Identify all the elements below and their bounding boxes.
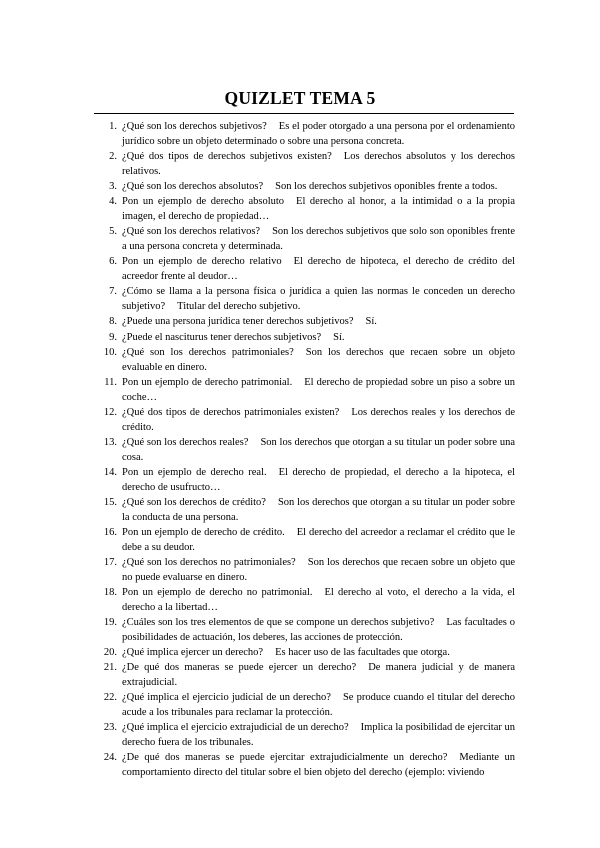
list-item (95, 255, 515, 284)
item-number: 16. (103, 526, 117, 538)
list-item (95, 466, 515, 495)
answer-text: Sí. (365, 316, 377, 328)
answer-text: El derecho del acreedor a reclamar el crédito que le debe a su deudor. (122, 526, 515, 553)
question-text: ¿Qué son los derechos patrimoniales? (122, 347, 294, 359)
list-item (95, 616, 515, 645)
item-number: 23. (103, 722, 117, 734)
answer-text: El derecho de propiedad sobre un piso a sobre un coche… (122, 377, 515, 403)
list-item (95, 376, 515, 405)
item-number: 15. (103, 497, 117, 508)
question-text: ¿Qué dos tipos de derechos subjetivos existen? (122, 150, 332, 162)
list-item (95, 195, 515, 224)
item-number: 14. (103, 467, 117, 479)
question-text: Pon un ejemplo de derecho de crédito. (122, 526, 285, 538)
question-text: ¿Qué son los derechos subjetivos? (122, 121, 267, 132)
answer-text: Los derechos absolutos y los derechos relativos. (122, 150, 515, 177)
list-item (95, 150, 515, 179)
answer-text: El derecho al honor, a la intimidad o a la propia imagen, el derecho de propiedad… (122, 196, 515, 222)
answer-text: Los derechos reales y los derechos de crédito. (122, 407, 515, 433)
answer-text: El derecho de hipoteca, el derecho de crédito del acreedor frente al deudor… (122, 256, 516, 282)
answer-text: Implica la posibilidad de ejercitar un derecho fuera de los tribunales. (122, 722, 515, 748)
question-text: Pon un ejemplo de derecho patrimonial. (122, 377, 293, 389)
answer-text: Son los derechos que otorgan a su titular un poder sobre la conducta de una persona. (122, 497, 515, 523)
answer-text: Mediante un comportamiento directo del titular sobre el bien objeto del derecho (ejemplo: viviendo (122, 752, 515, 778)
question-text: ¿Qué son los derechos reales? (122, 437, 249, 449)
question-text: ¿Qué son los derechos no patrimoniales? (122, 556, 296, 568)
question-text: ¿Cómo se llama a la persona física o jurídica a quien las normas le conceden un derecho subjetivo? (122, 286, 515, 312)
list-item (95, 285, 515, 314)
answer-text: De manera judicial y de manera extrajudicial. (122, 662, 515, 688)
list-item (95, 751, 515, 780)
item-number: 2. (109, 150, 117, 162)
question-text: ¿Qué son los derechos absolutos? (122, 180, 264, 192)
answer-text: Son los derechos que otorgan a su titular un poder sobre una cosa. (122, 437, 515, 463)
question-text: Pon un ejemplo de derecho relativo (122, 256, 282, 268)
item-number: 5. (109, 226, 117, 238)
answer-text: Titular del derecho subjetivo. (177, 300, 301, 312)
item-number: 6. (109, 256, 117, 268)
item-number: 24. (103, 752, 117, 764)
item-number: 11. (104, 377, 117, 389)
question-text: ¿Qué son los derechos relativos? (122, 226, 261, 238)
question-list (95, 120, 515, 781)
item-number: 21. (103, 662, 117, 674)
list-item (95, 315, 515, 330)
list-item (95, 436, 515, 465)
answer-text: Son los derechos que recaen sobre un objeto que no puede evaluarse en dinero. (122, 556, 516, 583)
question-text: ¿Qué implica el ejercicio extrajudicial de un derecho? (122, 722, 349, 734)
item-number: 18. (103, 586, 117, 598)
item-number: 19. (103, 616, 117, 628)
item-number: 17. (103, 556, 117, 568)
question-text: ¿De qué dos maneras se puede ejercitar extrajudicialmente un derecho? (122, 752, 448, 764)
item-number: 9. (109, 331, 117, 343)
list-item (95, 346, 515, 375)
answer-text: El derecho de propiedad, el derecho a la hipoteca, el derecho de usufructo… (122, 467, 515, 493)
question-text: Pon un ejemplo de derecho absoluto (122, 196, 285, 208)
answer-text: Sí. (333, 331, 345, 343)
list-item (95, 721, 515, 750)
list-item (95, 691, 515, 720)
item-number: 7. (109, 286, 117, 298)
list-item (95, 496, 515, 525)
item-number: 4. (109, 196, 117, 208)
answer-text: Es el poder otorgado a una persona por el ordenamiento jurídico sobre un objeto determinado o sobre una persona concreta. (122, 121, 515, 147)
list-item (95, 331, 515, 346)
question-text: Pon un ejemplo de derecho real. (122, 467, 267, 479)
item-number: 1. (109, 121, 117, 132)
item-number: 12. (103, 407, 117, 419)
item-number: 22. (103, 692, 117, 704)
answer-text: Son los derechos subjetivos que solo son oponibles frente a una persona concreta y determinada. (122, 226, 515, 252)
question-text: ¿Qué son los derechos de crédito? (122, 497, 266, 508)
question-text: ¿De qué dos maneras se puede ejercer un derecho? (122, 662, 357, 674)
answer-text: Es hacer uso de las facultades que otorga. (275, 646, 450, 658)
list-item (95, 646, 515, 661)
question-text: ¿Puede el nasciturus tener derechos subjetivos? (122, 331, 322, 343)
list-item (95, 661, 515, 690)
item-number: 20. (103, 646, 117, 658)
answer-text: Se produce cuando el titular del derecho acude a los tribunales para reclamar la protección. (122, 692, 515, 718)
question-text: ¿Qué implica ejercer un derecho? (122, 646, 264, 658)
page-title: QUIZLET TEMA 5 (224, 88, 376, 108)
title-underline (94, 113, 514, 114)
question-text: ¿Cuáles son los tres elementos de que se compone un derechos subjetivo? (122, 616, 435, 628)
answer-text: Las facultades o posibilidades de actuación, los deberes, las acciones de protección. (122, 616, 515, 643)
answer-text: Son los derechos subjetivos oponibles frente a todos. (275, 180, 498, 192)
answer-text: El derecho al voto, el derecho a la vida, el derecho a la libertad… (122, 586, 515, 613)
item-number: 8. (109, 316, 117, 328)
question-text: Pon un ejemplo de derecho no patrimonial. (122, 586, 313, 598)
list-item (95, 556, 515, 585)
question-text: ¿Qué implica el ejercicio judicial de un derecho? (122, 692, 331, 704)
list-item (95, 225, 515, 254)
list-item (95, 180, 515, 195)
list-item (95, 526, 515, 555)
question-text: ¿Puede una persona jurídica tener derechos subjetivos? (122, 316, 354, 328)
list-item (95, 586, 515, 615)
item-number: 10. (103, 347, 117, 359)
question-text: ¿Qué dos tipos de derechos patrimoniales existen? (122, 407, 340, 419)
list-item (95, 120, 515, 149)
list-item (95, 406, 515, 435)
item-number: 13. (103, 437, 117, 449)
item-number: 3. (109, 180, 117, 192)
answer-text: Son los derechos que recaen sobre un objeto evaluable en dinero. (122, 347, 515, 373)
